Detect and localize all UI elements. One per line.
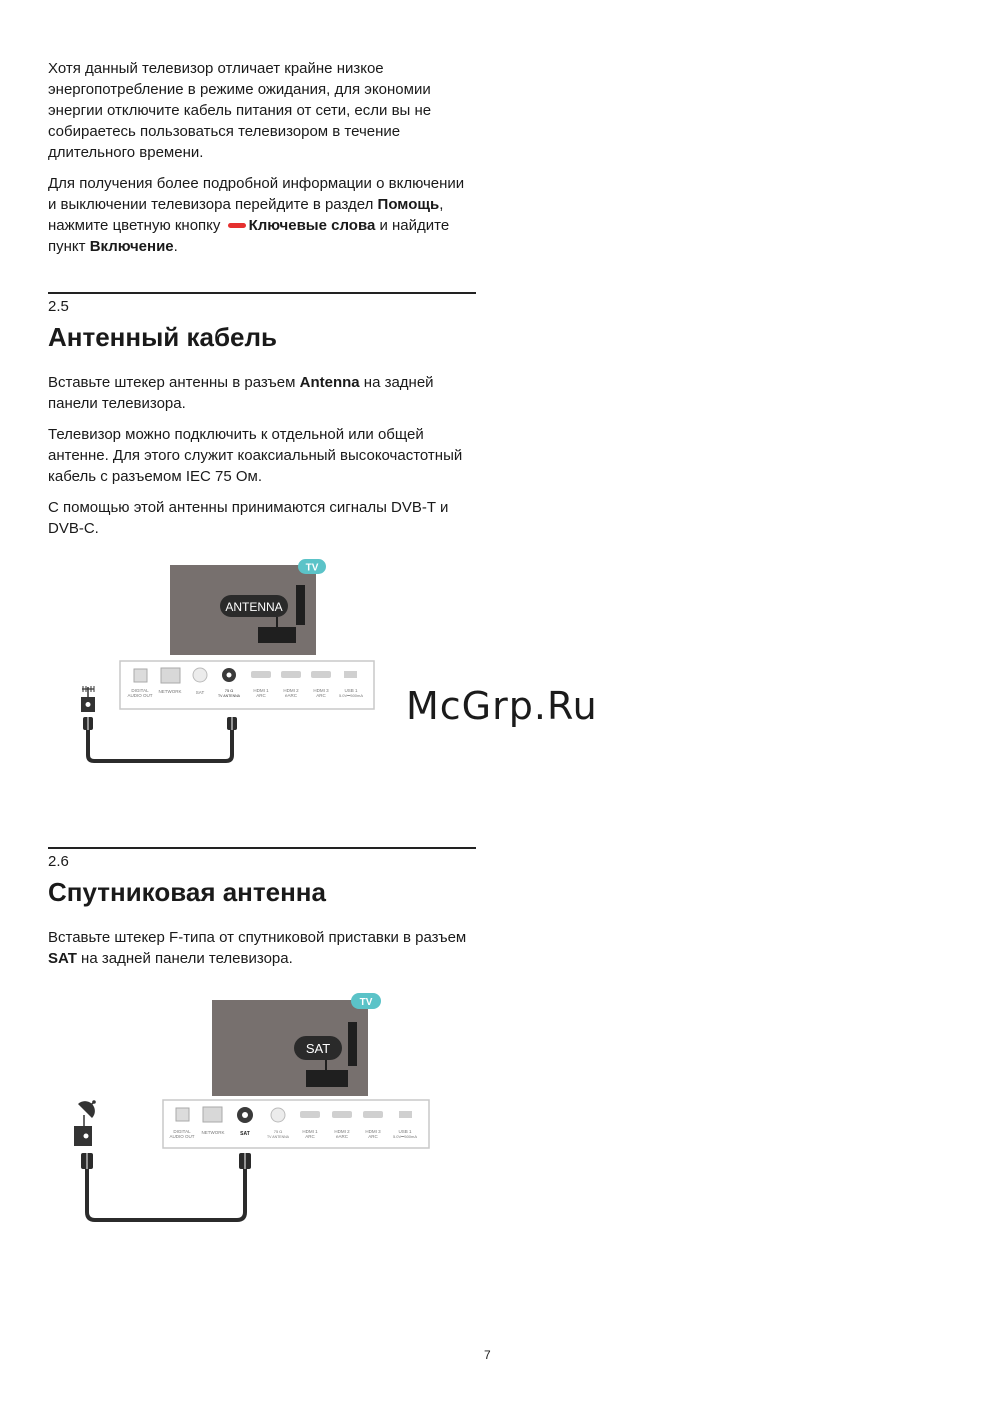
text-run: , нажмите цветную кнопку [48, 196, 444, 234]
coax-cable [88, 730, 232, 761]
svg-text:NETWORK: NETWORK [201, 1130, 225, 1135]
wall-socket-icon [74, 1126, 92, 1146]
text-run: Вставьте штекер антенны в разъем [48, 374, 300, 391]
hdmi3-port [311, 671, 331, 678]
svg-text:TV ANTENNA: TV ANTENNA [218, 694, 240, 698]
satellite-text-block [48, 927, 476, 979]
svg-text:5.0V⎓500mA: 5.0V⎓500mA [392, 1134, 418, 1139]
page-number: 7 [484, 1348, 491, 1362]
svg-text:75 Ω: 75 Ω [224, 688, 234, 693]
satellite-paragraph-1 [48, 927, 476, 969]
svg-text:AUDIO OUT: AUDIO OUT [169, 1134, 195, 1139]
svg-text:eARC: eARC [284, 693, 298, 698]
section-number: 2.5 [48, 298, 69, 315]
antenna-paragraph-2: Телевизор можно подключить к отдельной или общей антенне. Для этого служит коаксиальный высокочастотный кабель с разъемом IEC 75 Ом. [48, 426, 463, 485]
section-divider [48, 292, 476, 294]
svg-text:DIGITAL: DIGITAL [173, 1129, 191, 1134]
antenna-connection-diagram [60, 555, 390, 775]
watermark: McGrp.Ru [406, 684, 598, 728]
text-run: . [173, 238, 178, 255]
svg-text:ARC: ARC [305, 1134, 315, 1139]
antenna-term: Antenna [299, 374, 360, 391]
svg-text:NETWORK: NETWORK [158, 689, 182, 694]
coax-cable [87, 1169, 245, 1220]
callout-label: SAT [305, 1041, 331, 1056]
svg-text:75 Ω: 75 Ω [273, 1129, 283, 1134]
antenna-port [271, 1108, 285, 1122]
svg-text:DIGITAL: DIGITAL [131, 688, 149, 693]
intro-paragraph-1: Хотя данный телевизор отличает крайне низкое энергопотребление в режиме ожидания, для экономии энергии отключите кабель питания от сети, если вы не собираетесь пользоваться телевизором в течение длительного времени. [48, 60, 432, 161]
svg-text:HDMI 1: HDMI 1 [302, 1129, 318, 1134]
svg-text:HDMI 3: HDMI 3 [313, 688, 329, 693]
antenna-text-block [48, 372, 476, 549]
section-title: Антенный кабель [48, 322, 277, 352]
svg-text:SAT: SAT [240, 1131, 250, 1137]
tv-stand-slot [296, 585, 305, 625]
satellite-connection-diagram [60, 990, 440, 1235]
help-term: Помощь [377, 196, 440, 213]
svg-text:HDMI 1: HDMI 1 [253, 688, 269, 693]
text-run: Вставьте штекер F-типа от спутниковой приставки в разъем [48, 929, 467, 946]
svg-text:ARC: ARC [256, 693, 266, 698]
svg-text:USB 1: USB 1 [398, 1129, 412, 1134]
usb-port [399, 1111, 412, 1118]
svg-text:HDMI 2: HDMI 2 [334, 1129, 350, 1134]
section-number: 2.6 [48, 853, 69, 870]
tv-stand-slot [348, 1022, 357, 1066]
svg-text:TV ANTENNA: TV ANTENNA [267, 1135, 289, 1139]
aerial-icon [82, 686, 94, 697]
text-run: и найдите пункт [48, 217, 450, 255]
sat-term: SAT [48, 950, 77, 967]
sat-port [193, 668, 207, 682]
hdmi2-port [332, 1111, 352, 1118]
satellite-dish-icon [78, 1100, 96, 1126]
intro-paragraph-2 [48, 173, 476, 257]
hdmi1-port [251, 671, 271, 678]
antenna-paragraph-1 [48, 372, 476, 414]
callout-label: ANTENNA [225, 600, 283, 614]
text-run: на задней панели телевизора. [48, 374, 434, 412]
intro-block [48, 58, 476, 267]
optical-port [176, 1108, 189, 1121]
connector-panel [120, 661, 374, 709]
antenna-paragraph-3: С помощью этой антенны принимаются сигналы DVB-T и DVB-C. [48, 499, 449, 537]
network-port [203, 1107, 222, 1122]
svg-text:AUDIO OUT: AUDIO OUT [127, 693, 153, 698]
hdmi2-port [281, 671, 301, 678]
tv-connector-block [258, 627, 296, 643]
network-port [161, 668, 180, 683]
svg-text:5.0V⎓500mA: 5.0V⎓500mA [338, 693, 364, 698]
svg-text:HDMI 3: HDMI 3 [365, 1129, 381, 1134]
text-run: на задней панели телевизора. [76, 950, 293, 967]
svg-text:HDMI 2: HDMI 2 [283, 688, 299, 693]
text-run: Для получения более подробной информации о включении и выключении телевизора перейдите в раздел [48, 175, 465, 213]
hdmi1-port [300, 1111, 320, 1118]
section-divider [48, 847, 476, 849]
tv-badge-label: TV [359, 997, 373, 1008]
section-title: Спутниковая антенна [48, 877, 326, 907]
svg-text:USB 1: USB 1 [344, 688, 358, 693]
tv-connector-block [306, 1070, 348, 1087]
power-on-term: Включение [89, 238, 174, 255]
keywords-term: Ключевые слова [248, 217, 376, 234]
svg-text:eARC: eARC [335, 1134, 349, 1139]
svg-text:ARC: ARC [316, 693, 326, 698]
usb-port [344, 671, 357, 678]
svg-text:SAT: SAT [195, 690, 205, 695]
hdmi3-port [363, 1111, 383, 1118]
tv-badge-label: TV [305, 562, 319, 574]
red-color-key-icon [228, 223, 246, 228]
svg-text:ARC: ARC [368, 1134, 378, 1139]
optical-port [134, 669, 147, 682]
